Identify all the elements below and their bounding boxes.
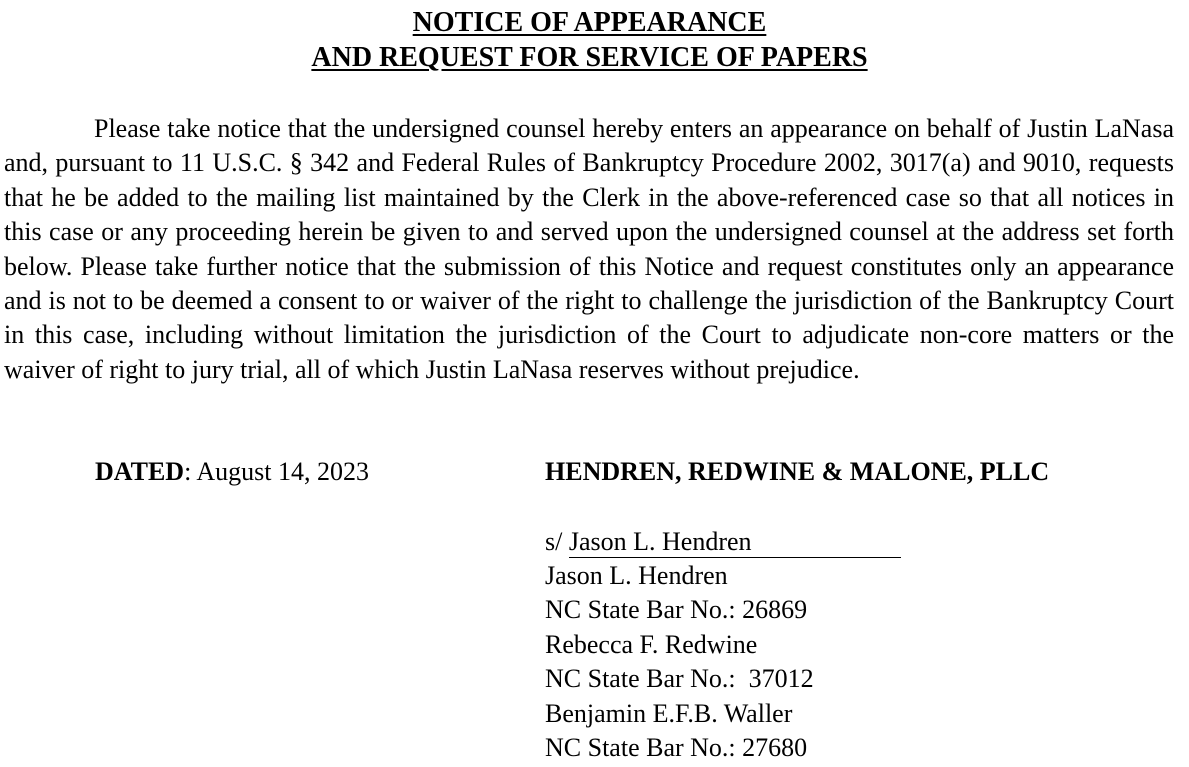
dated-label: DATED bbox=[95, 457, 185, 486]
counsel-line: NC State Bar No.: 26869 bbox=[545, 595, 808, 625]
dated-value: August 14, 2023 bbox=[191, 457, 370, 486]
counsel-line: Rebecca F. Redwine bbox=[545, 629, 758, 659]
law-firm-name: HENDREN, REDWINE & MALONE, PLLC bbox=[545, 457, 1050, 486]
counsel-block bbox=[545, 559, 814, 765]
dated-separator: : bbox=[184, 457, 192, 486]
counsel-line: NC State Bar No.: 27680 bbox=[545, 732, 808, 762]
document-title-line-2: AND REQUEST FOR SERVICE OF PAPERS bbox=[311, 42, 868, 73]
notice-body-paragraph: Please take notice that the undersigned counsel hereby enters an appearance on behalf of Justin LaNasa and, pursuant to 11 U.S.C. § 342 and Federal Rules of Bankruptcy Procedure 2002, 3017(a) and 9010, requests that he be added to the mailing list maintained by the Clerk in the above-referenced case so that all notices in this case or any proceeding herein be given to and served upon the undersigned counsel at the address set forth below. Please take further notice that the submission of this Notice and request constitutes only an appearance and is not to be deemed a consent to or waiver of the right to challenge the jurisdiction of the Bankruptcy Court in this case, including without limitation the jurisdiction of the Court to adjudicate non-core matters or the waiver of right to jury trial, all of which Justin LaNasa reserves without prejudice. bbox=[4, 114, 1174, 384]
counsel-line: Benjamin E.F.B. Waller bbox=[545, 698, 793, 728]
dated-line bbox=[95, 455, 369, 489]
counsel-line: NC State Bar No.: 37012 bbox=[545, 664, 814, 694]
signature-name: Jason L. Hendren bbox=[569, 527, 901, 558]
document-title-line-1: NOTICE OF APPEARANCE bbox=[412, 7, 767, 38]
signature-prefix: s/ bbox=[545, 527, 569, 556]
counsel-line: Jason L. Hendren bbox=[545, 561, 728, 590]
signature-line bbox=[545, 525, 901, 559]
